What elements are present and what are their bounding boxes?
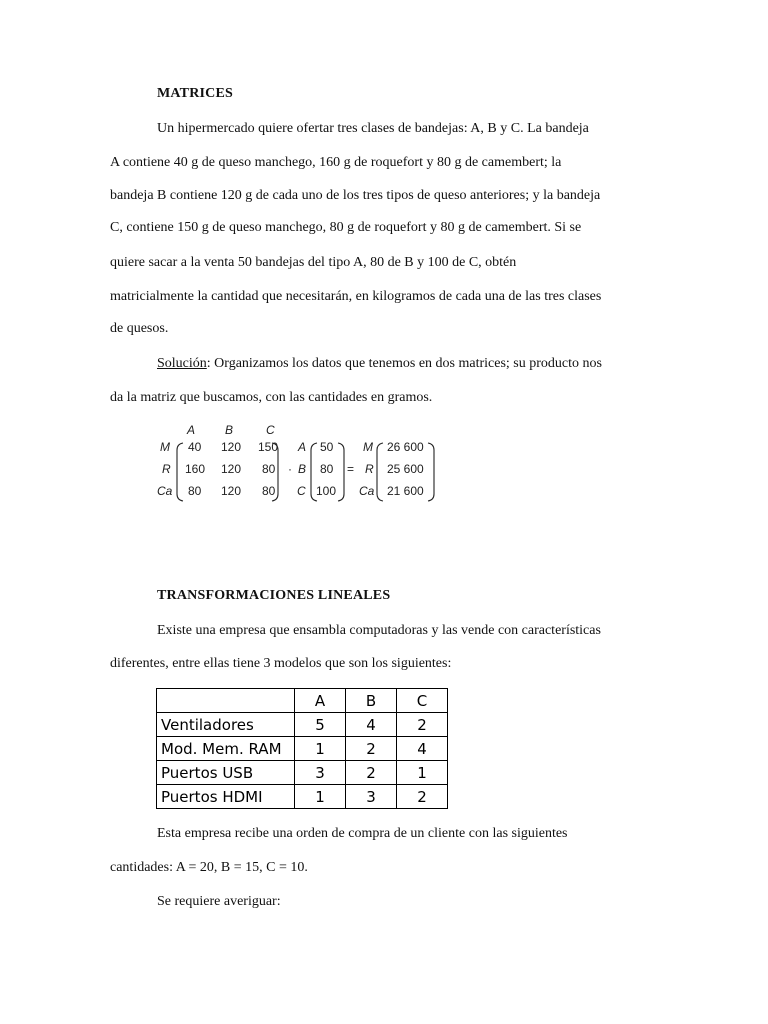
solution-line-2: da la matriz que buscamos, con las cantidades en gramos. [110,390,433,405]
row-label-cell: Puertos USB [157,761,295,785]
result-cell: 25 600 [387,462,424,476]
transformaciones-heading: TRANSFORMACIONES LINEALES [157,588,391,603]
table-cell: 2 [397,785,448,809]
vector-cell: 50 [320,440,334,454]
matrix-cell: 40 [188,440,202,454]
intro-line: Existe una empresa que ensambla computadoras y las vende con características [157,623,601,638]
matrix-cell: 120 [221,484,242,498]
matrix-cell: 120 [221,440,242,454]
row-label: R [162,462,171,476]
paragraph-line: A contiene 40 g de queso manchego, 160 g de roquefort y 80 g de camembert; la [110,155,562,170]
table-cell: 1 [295,785,346,809]
table-cell: 4 [346,713,397,737]
table-header-cell: C [397,689,448,713]
table-row [157,785,448,809]
paragraph-line: C, contiene 150 g de queso manchego, 80 g de roquefort y 80 g de camembert. Si se [110,220,582,235]
multiply-dot: · [288,462,292,476]
paragraph-line: matricialmente la cantidad que necesitarán, en kilogramos de cada una de las tres clases [110,289,602,304]
table-cell: 2 [346,737,397,761]
vector-label: B [298,462,307,476]
order-line: cantidades: A = 20, B = 15, C = 10. [110,860,308,875]
result-label: M [363,440,373,454]
result-label: R [365,462,374,476]
matrices-heading: MATRICES [157,86,234,101]
table-row [157,761,448,785]
models-table [156,688,448,809]
paragraph-line: de quesos. [110,321,169,336]
table-header-cell: B [346,689,397,713]
table-cell: 1 [397,761,448,785]
matrix-cell: 80 [188,484,202,498]
table-cell: 5 [295,713,346,737]
requirement-line: Se requiere averiguar: [157,894,281,909]
equals-sign: = [347,462,355,476]
table-header-row [157,689,448,713]
vector-label: C [297,484,306,498]
matrix-cell: 80 [262,462,276,476]
vector-cell: 100 [316,484,337,498]
table-cell: 2 [346,761,397,785]
matrix-cell: 120 [221,462,242,476]
paragraph-line: Un hipermercado quiere ofertar tres clases de bandejas: A, B y C. La bandeja [157,121,589,136]
row-label-cell: Puertos HDMI [157,785,295,809]
row-label: Ca [157,484,173,498]
table-cell: 3 [346,785,397,809]
table-cell: 4 [397,737,448,761]
paragraph-line: bandeja B contiene 120 g de cada uno de los tres tipos de queso anteriores; y la bandeja [110,188,601,203]
solution-label: Solución [157,356,207,371]
table-row [157,713,448,737]
column-header: B [225,423,234,437]
paragraph-line: quiere sacar a la venta 50 bandejas del tipo A, 80 de B y 100 de C, obtén [110,255,517,270]
table-cell: 1 [295,737,346,761]
row-label-cell: Mod. Mem. RAM [157,737,295,761]
table-header-cell: A [295,689,346,713]
matrix-equation [155,420,455,502]
vector-label: A [298,440,307,454]
table-cell: 2 [397,713,448,737]
solution-text: : Organizamos los datos que tenemos en dos matrices; su producto nos [206,356,602,371]
row-label: M [160,440,170,454]
matrix-cell: 160 [185,462,206,476]
vector-cell: 80 [320,462,334,476]
matrix-cell: 80 [262,484,276,498]
result-cell: 26 600 [387,440,424,454]
result-label: Ca [359,484,375,498]
matrix-cell: 150 [258,440,279,454]
column-header: A [187,423,196,437]
table-cell: 3 [295,761,346,785]
column-header: C [266,423,275,437]
table-header-cell [157,689,295,713]
table-row [157,737,448,761]
intro-line: diferentes, entre ellas tiene 3 modelos que son los siguientes: [110,656,452,671]
order-line: Esta empresa recibe una orden de compra de un cliente con las siguientes [157,826,568,841]
solution-line [157,356,602,372]
result-cell: 21 600 [387,484,424,498]
row-label-cell: Ventiladores [157,713,295,737]
